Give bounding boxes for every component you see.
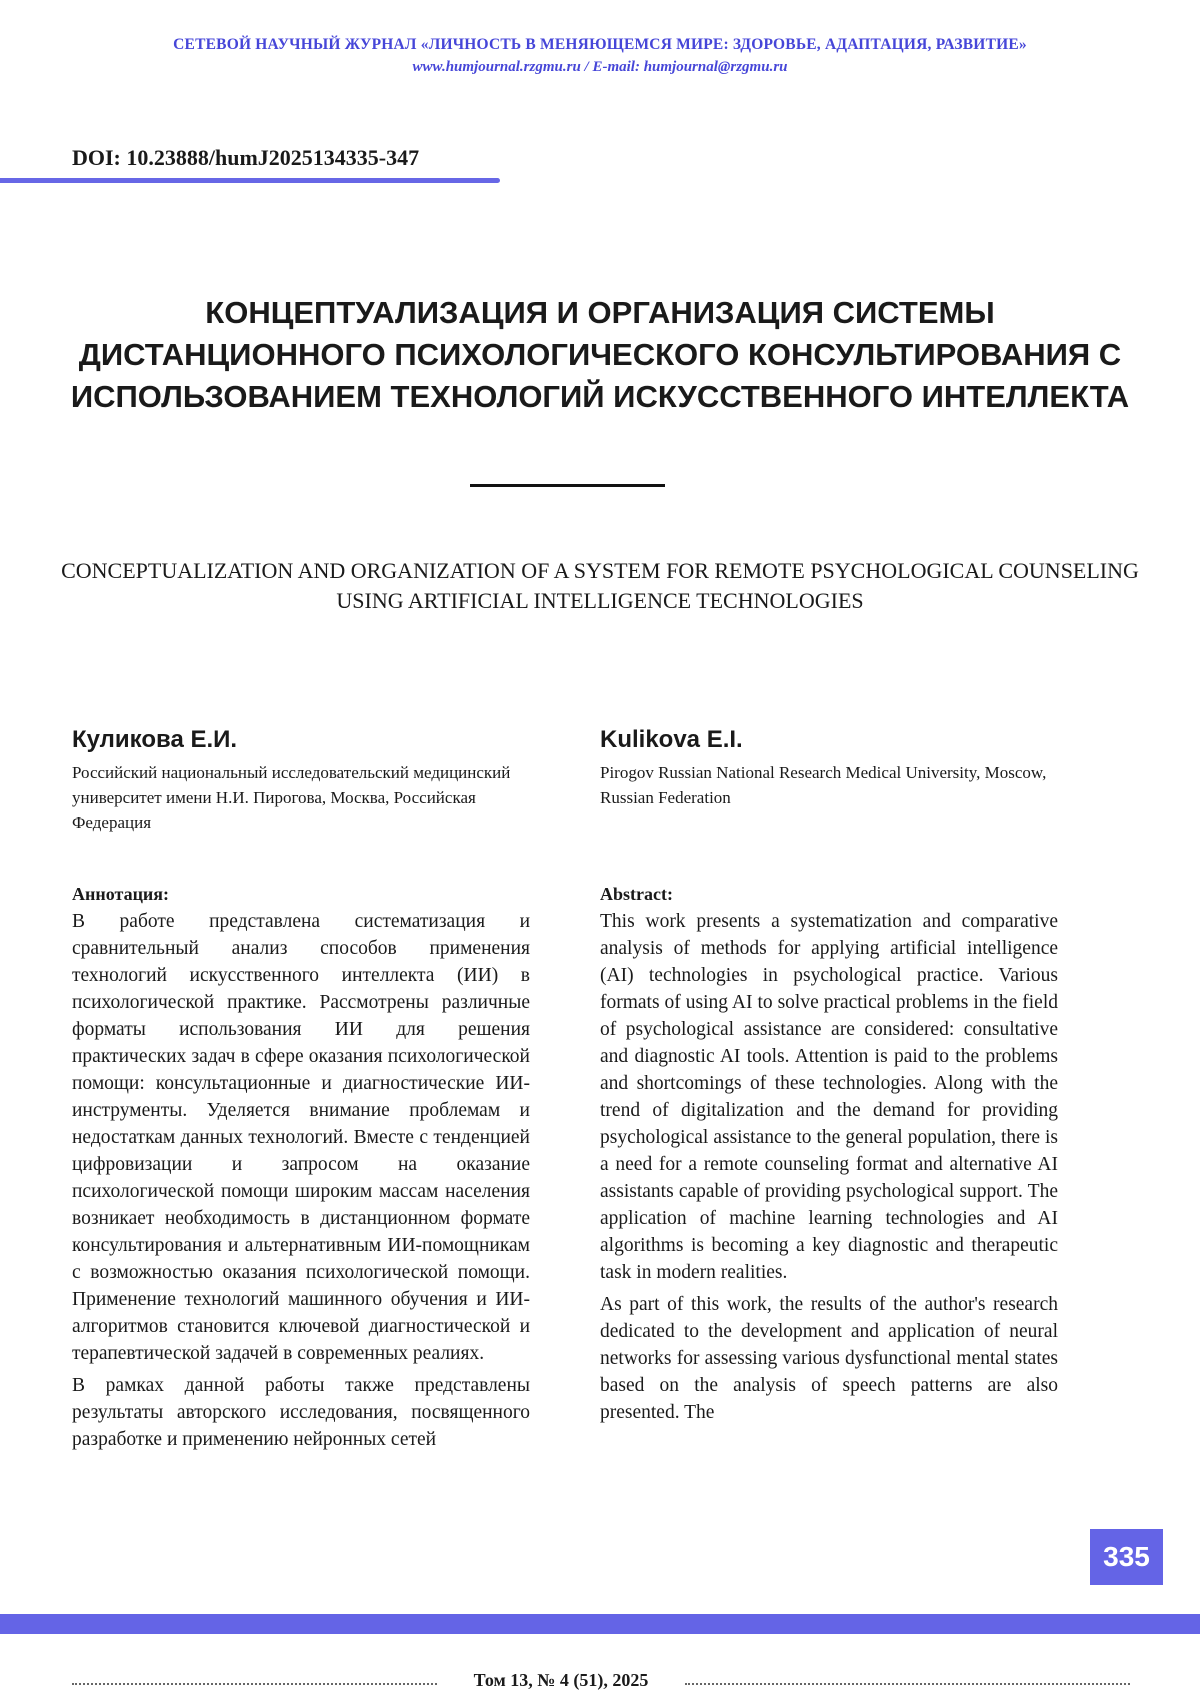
journal-contacts: www.humjournal.rzgmu.ru / E-mail: humjournal@rzgmu.ru	[412, 59, 788, 75]
author-name-ru: Куликова Е.И.	[72, 726, 238, 753]
abstract-paragraph: В рамках данной работы также представлены результаты авторского исследования, посвященного разработке и применению нейронных сетей	[72, 1375, 530, 1450]
author-affiliation-ru: Российский национальный исследовательский медицинский университет имени Н.И. Пирогова, Москва, Российская Федерация	[72, 763, 511, 832]
page-number: 335	[1090, 1529, 1163, 1585]
abstract-paragraph: This work presents a systematization and comparative analysis of methods for applying artificial intelligence (AI) technologies in psychological practice. Various formats of using AI to solve practical problems in the field of psychological assistance are considered: consultative and diagnostic AI tools. Attention is paid to the problems and shortcomings of these technologies. Along with the trend of digitalization and the demand for providing psychological assistance to the general population, there is a need for a remote counseling format and alternative AI assistants capable of providing psychological support. The application of machine learning technologies and AI algorithms is becoming a key diagnostic and therapeutic task in modern realities.	[600, 911, 1058, 1283]
author-affiliation-en: Pirogov Russian National Research Medical University, Moscow, Russian Federation	[600, 763, 1047, 807]
title-en: CONCEPTUALIZATION AND ORGANIZATION OF A SYSTEM FOR REMOTE PSYCHOLOGICAL COUNSELING USING ARTIFICIAL INTELLIGENCE TECHNOLOGIES	[61, 558, 1139, 613]
author-name-en: Kulikova E.I.	[600, 726, 743, 753]
title-divider	[470, 484, 665, 487]
journal-header	[0, 36, 1200, 76]
doi: DOI: 10.23888/humJ2025134335-347	[72, 145, 420, 170]
doi-divider	[0, 178, 500, 183]
abstract-text-ru	[72, 908, 530, 1458]
title-ru: КОНЦЕПТУАЛИЗАЦИЯ И ОРГАНИЗАЦИЯ СИСТЕМЫ ДИСТАНЦИОННОГО ПСИХОЛОГИЧЕСКОГО КОНСУЛЬТИРОВАНИЯ С ИСПОЛЬЗОВАНИЕМ ТЕХНОЛОГИЙ ИСКУССТВЕННОГО ИНТЕЛЛЕКТА	[70, 295, 1130, 414]
footer-dotted-rule	[72, 1683, 437, 1685]
abstract-paragraph: В работе представлена систематизация и сравнительный анализ способов применения технологий искусственного интеллекта (ИИ) в психологической практике. Рассмотрены различные форматы использования ИИ для решения практических задач в сфере оказания психологической помощи: консультационные и диагностические ИИ-инструменты. Уделяется внимание проблемам и недостаткам данных технологий. Вместе с тенденцией цифровизации и запросом на оказание психологической помощи широким массам населения возникает необходимость в дистанционном формате консультирования и альтернативным ИИ-помощникам с возможностью оказания психологической помощи. Применение технологий машинного обучения и ИИ-алгоритмов становится ключевой диагностической и терапевтической задачей в современных реалиях.	[72, 911, 530, 1364]
abstract-heading-ru: Аннотация:	[72, 884, 170, 904]
footer-bar	[0, 1614, 1200, 1634]
journal-name: СЕТЕВОЙ НАУЧНЫЙ ЖУРНАЛ «ЛИЧНОСТЬ В МЕНЯЮЩЕМСЯ МИРЕ: ЗДОРОВЬЕ, АДАПТАЦИЯ, РАЗВИТИЕ»	[173, 36, 1027, 53]
footer-issue: Том 13, № 4 (51), 2025	[473, 1670, 649, 1690]
footer-dotted-rule	[685, 1683, 1130, 1685]
abstract-paragraph: As part of this work, the results of the author's research dedicated to the development and application of neural networks for assessing various dysfunctional mental states based on the analysis of speech patterns are also presented. The	[600, 1294, 1058, 1423]
abstract-heading-en: Abstract:	[600, 884, 673, 904]
abstract-text-en	[600, 908, 1058, 1431]
